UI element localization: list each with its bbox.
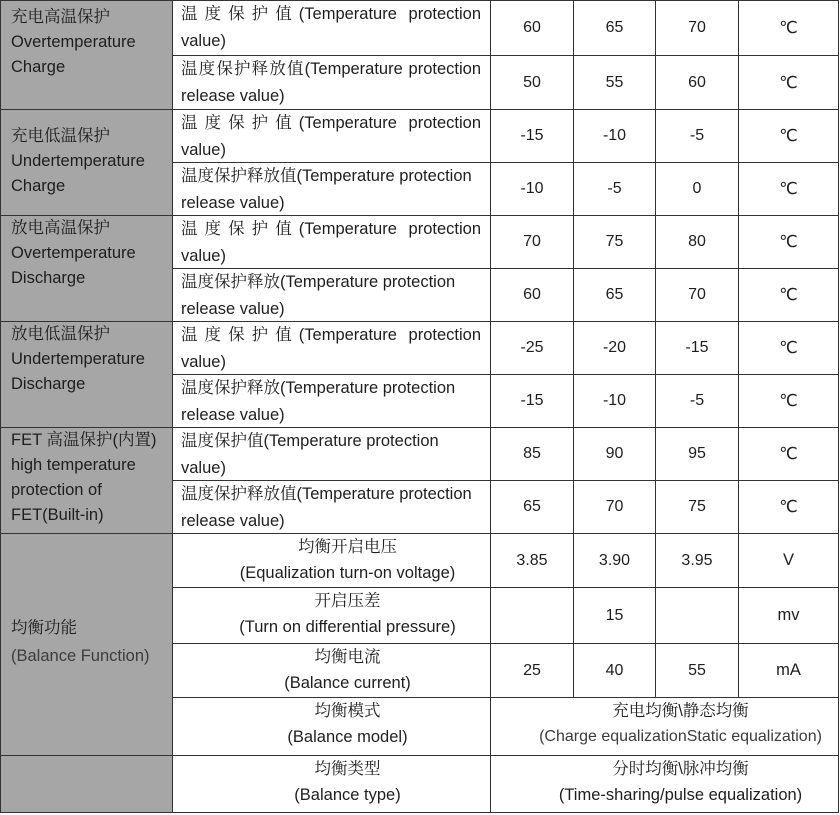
max-value-cell: -15 [656,322,738,374]
min-value-cell: 60 [491,1,573,55]
category-cell-balance-function [1,534,172,755]
param-cell [173,644,490,697]
category-cell-charge-undertemperature [1,110,172,215]
max-value-cell: 0 [656,163,738,215]
param-cell: 温度保护值(Temperature protection value) [173,216,490,268]
category-cell-charge-overtemperature [1,1,172,109]
category-en: Undertemperature [11,350,145,368]
param-cn: 均衡开启电压 [298,538,397,556]
param-en: (Balance current) [284,674,411,692]
unit-cell: ℃ [739,216,838,268]
param-cell: 温度保护值(Temperature protection value) [173,110,490,162]
typ-value-cell: 65 [574,269,655,321]
category-cell-fet-overtemperature [1,428,172,533]
max-value-cell: 70 [656,269,738,321]
category-cell-discharge-undertemperature [1,322,172,427]
max-value-cell [656,588,738,643]
typ-value-cell: 75 [574,216,655,268]
category-en: protection of [11,481,102,499]
param-cn: 均衡模式 [314,702,381,720]
category-en: Discharge [11,269,86,287]
param-en: (Equalization turn-on voltage) [239,564,456,582]
typ-value-cell: 15 [574,588,655,643]
value-cn: 充电均衡\静态均衡 [612,702,749,720]
unit-cell: ℃ [739,1,838,55]
value-en: (Charge equalizationStatic equalization) [539,728,822,745]
category-en: high temperature [11,456,136,474]
typ-value-cell: 65 [574,1,655,55]
max-value-cell: 55 [656,644,738,697]
param-cell: 温度保护释放值(Temperature protection release value) [173,163,490,215]
unit-cell: ℃ [739,428,838,480]
category-cn: 放电高温保护 [11,219,110,237]
min-value-cell: 85 [491,428,573,480]
typ-value-cell: -10 [574,110,655,162]
min-value-cell: 70 [491,216,573,268]
param-cell: 温度保护值(Temperature protection value) [173,322,490,374]
typ-value-cell: -10 [574,375,655,427]
category-en: Undertemperature [11,152,145,170]
param-cell [173,756,490,812]
unit-cell: ℃ [739,56,838,109]
min-value-cell: 65 [491,481,573,533]
category-cn: 充电高温保护 [11,8,110,26]
param-en: (Balance type) [294,786,401,804]
typ-value-cell: -5 [574,163,655,215]
param-cell [173,588,490,643]
param-cell: 温度保护释放(Temperature protection release value) [173,269,490,321]
param-en: (Turn on differential pressure) [239,618,456,636]
category-en: Discharge [11,375,86,393]
max-value-cell: 80 [656,216,738,268]
category-en: FET(Built-in) [11,506,104,524]
min-value-cell [491,588,573,643]
param-cell: 温度保护释放值(Temperature protection release value) [173,481,490,533]
min-value-cell: 60 [491,269,573,321]
typ-value-cell: 3.90 [574,534,655,587]
balance-type-value-cell [491,756,838,812]
unit-cell: ℃ [739,322,838,374]
category-en: Overtemperature [11,33,136,51]
unit-cell: mv [739,588,838,643]
value-cn: 分时均衡\脉冲均衡 [612,760,749,778]
category-cn: 充电低温保护 [11,127,110,145]
min-value-cell: 50 [491,56,573,109]
unit-cell: V [739,534,838,587]
category-en: (Balance Function) [11,646,150,665]
unit-cell: ℃ [739,110,838,162]
unit-cell: ℃ [739,269,838,321]
max-value-cell: 60 [656,56,738,109]
min-value-cell: -10 [491,163,573,215]
unit-cell: ℃ [739,375,838,427]
max-value-cell: -5 [656,110,738,162]
category-cn: 均衡功能 [11,618,77,637]
max-value-cell: -5 [656,375,738,427]
max-value-cell: 3.95 [656,534,738,587]
typ-value-cell: 55 [574,56,655,109]
category-en: Charge [11,58,66,76]
category-cell-discharge-overtemperature [1,216,172,321]
min-value-cell: 25 [491,644,573,697]
param-cn: 均衡电流 [314,648,381,666]
param-cn: 均衡类型 [314,760,381,778]
min-value-cell: -25 [491,322,573,374]
param-cn: 开启压差 [314,592,381,610]
typ-value-cell: -20 [574,322,655,374]
param-cell: 温度保护值(Temperature protection value) [173,428,490,480]
param-cell [173,698,490,755]
unit-cell: mA [739,644,838,697]
param-cell: 温度保护释放(Temperature protection release value) [173,375,490,427]
category-en: Charge [11,177,66,195]
category-cn: FET 高温保护(内置) [11,431,157,449]
category-en: Overtemperature [11,244,136,262]
min-value-cell: -15 [491,375,573,427]
param-cell: 温度保护释放值(Temperature protection release value) [173,56,490,109]
min-value-cell: 3.85 [491,534,573,587]
typ-value-cell: 90 [574,428,655,480]
value-en: (Time-sharing/pulse equalization) [558,786,803,804]
category-cell-empty [1,756,172,812]
unit-cell: ℃ [739,481,838,533]
param-en: (Balance model) [287,728,408,746]
category-cn: 放电低温保护 [11,325,110,343]
balance-mode-value-cell [491,698,838,755]
min-value-cell: -15 [491,110,573,162]
param-cell: 温度保护值(Temperature protection value) [173,1,490,55]
max-value-cell: 70 [656,1,738,55]
param-cell [173,534,490,587]
typ-value-cell: 40 [574,644,655,697]
max-value-cell: 75 [656,481,738,533]
typ-value-cell: 70 [574,481,655,533]
max-value-cell: 95 [656,428,738,480]
unit-cell: ℃ [739,163,838,215]
